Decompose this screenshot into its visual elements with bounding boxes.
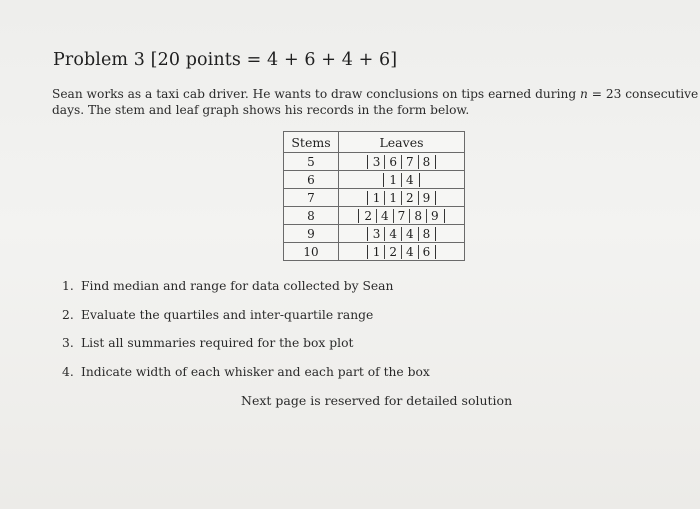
leaf-digit: 4: [401, 227, 418, 241]
leaf-digit: 2: [401, 191, 418, 205]
leaf-digit: 7: [393, 209, 410, 223]
task-number: 4.: [62, 364, 74, 379]
leaf-digit: 8: [418, 227, 435, 241]
stem-cell: 9: [284, 225, 339, 243]
intro-sample-size: = 23: [587, 87, 622, 101]
leaves-cell: [339, 225, 465, 243]
stem-leaf-body: [284, 153, 465, 261]
leaf-digit: 8: [418, 155, 435, 169]
leaf-digit: 9: [426, 209, 443, 223]
leaf-group: [367, 155, 437, 169]
task-number: 3.: [62, 336, 74, 350]
leaf-digit: 2: [364, 208, 373, 223]
stem-leaf-header-row: [284, 132, 465, 153]
stem-cell: 7: [284, 189, 339, 207]
task-item: [62, 358, 430, 387]
leaves-cell: [339, 243, 465, 261]
problem-title: [53, 50, 397, 70]
task-item: [62, 272, 430, 301]
stem-leaf-row: [284, 225, 465, 243]
leaf-digit: 4: [401, 173, 418, 187]
stem-leaf-row: [284, 171, 465, 189]
stem-cell: 8: [284, 207, 339, 225]
leaf-digit: 1: [389, 172, 397, 187]
leaf-digit: 4: [376, 209, 393, 223]
intro-line-1: [52, 86, 697, 102]
leaf-group: [358, 209, 444, 223]
stem-leaf-row: [284, 243, 465, 261]
leaf-digit: 1: [372, 244, 381, 259]
intro-variable-n: n: [580, 87, 588, 101]
leaf-digit: 6: [384, 155, 401, 169]
leaf-digit: 7: [401, 155, 418, 169]
task-list: [62, 272, 430, 386]
task-text: Evaluate the quartiles and inter-quartile range: [81, 307, 374, 322]
task-item: [62, 301, 430, 330]
task-text: Indicate width of each whisker and each part of the box: [81, 364, 430, 379]
leaf-group: [367, 191, 437, 205]
leaves-cell: [339, 189, 465, 207]
problem-intro: [52, 86, 697, 118]
leaf-digit: 8: [409, 209, 426, 223]
stems-header: Stems: [284, 132, 339, 153]
leaf-digit: 1: [372, 190, 381, 205]
task-item: [62, 329, 430, 358]
leaves-cell: [339, 153, 465, 171]
task-text: List all summaries required for the box plot: [81, 336, 354, 350]
stem-leaf-row: [284, 153, 465, 171]
intro-line-1-text: Sean works as a taxi cab driver. He wants to draw conclusions on tips earned during: [52, 87, 581, 101]
task-number: 2.: [62, 307, 74, 322]
leaf-digit: 2: [384, 245, 401, 259]
leaf-digit: 9: [418, 191, 435, 205]
intro-line-1-end: consecutive: [621, 87, 699, 101]
task-text: Find median and range for data collected by Sean: [81, 279, 394, 293]
stem-leaf-row: [284, 207, 465, 225]
leaf-digit: 1: [384, 191, 401, 205]
stem-leaf-row: [284, 189, 465, 207]
leaf-group: [367, 245, 437, 259]
task-number: 1.: [62, 279, 74, 293]
leaves-header: Leaves: [339, 132, 465, 153]
intro-line-2: days. The stem and leaf graph shows his records in the form below.: [52, 103, 470, 117]
stem-cell: 10: [284, 243, 339, 261]
leaves-cell: [339, 171, 465, 189]
leaf-digit: 4: [384, 227, 401, 241]
leaf-digit: 4: [401, 245, 418, 259]
leaf-group: [383, 173, 419, 187]
leaf-digit: 3: [372, 226, 381, 241]
problem-title-prefix: Problem 3 [20 points: [53, 50, 241, 70]
stem-cell: 5: [284, 153, 339, 171]
stem-cell: 6: [284, 171, 339, 189]
stem-leaf-table: [283, 131, 465, 261]
leaf-digit: 3: [372, 154, 381, 169]
problem-title-equation: = 4 + 6 + 4 + 6]: [240, 50, 398, 70]
leaf-digit: 6: [418, 245, 435, 259]
footer-note: Next page is reserved for detailed solution: [241, 393, 513, 408]
leaf-group: [367, 227, 437, 241]
leaves-cell: [339, 207, 465, 225]
